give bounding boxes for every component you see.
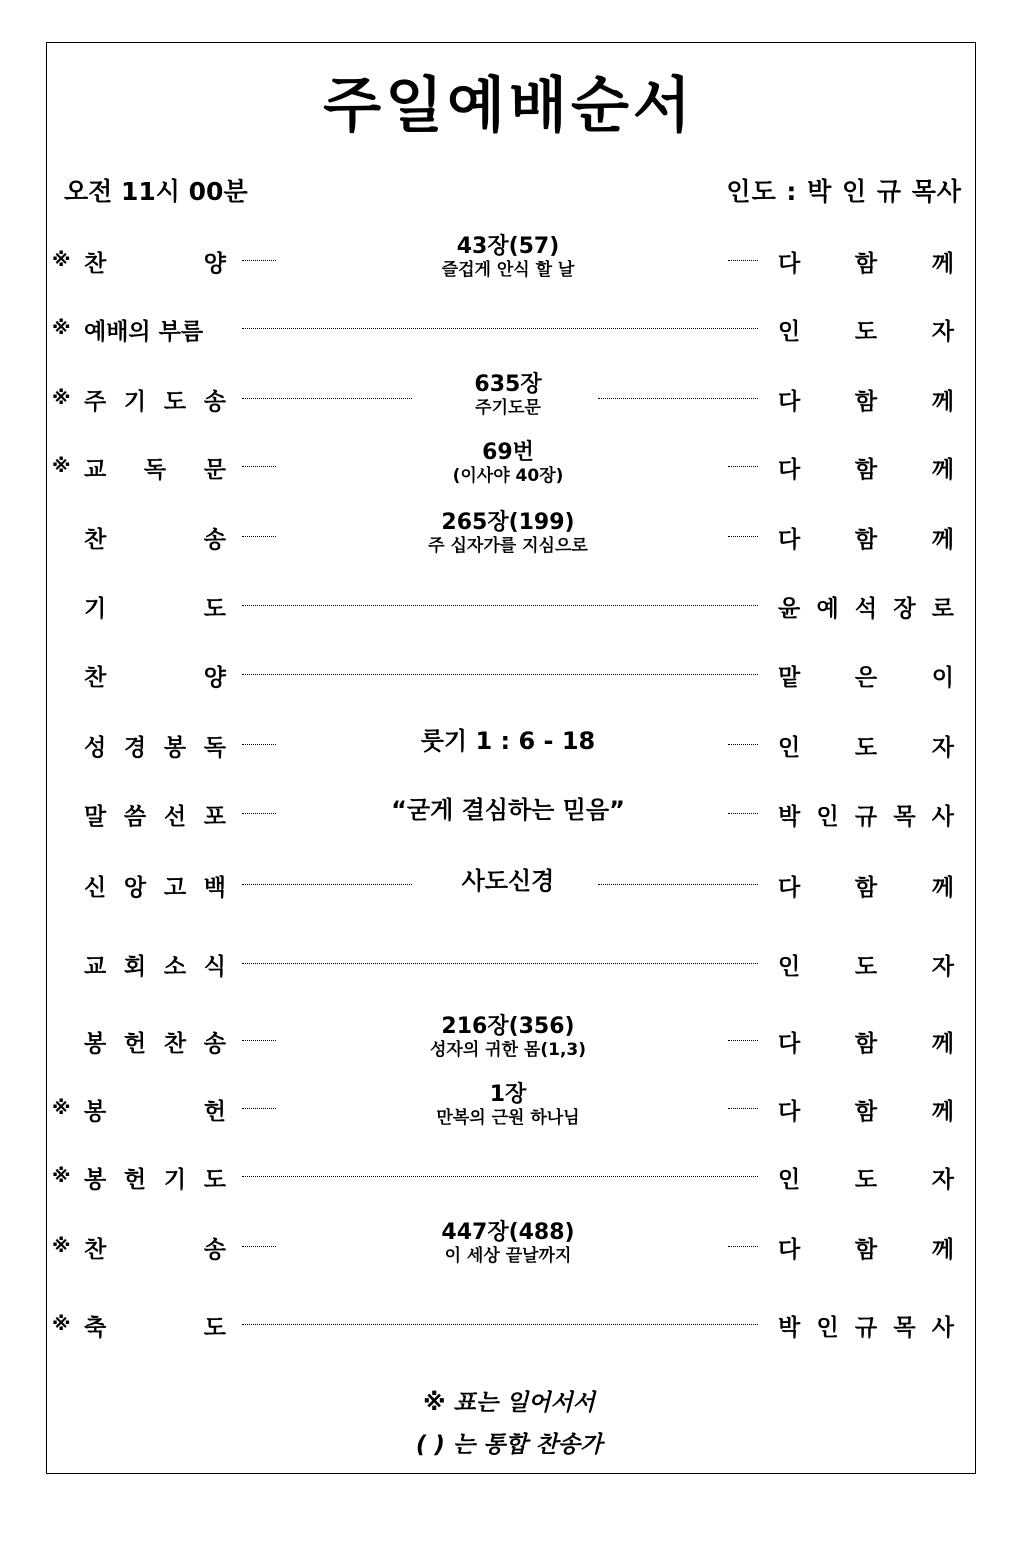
item-person	[778, 1093, 954, 1126]
item-person-char: 함	[854, 1031, 878, 1057]
item-person-char: 박	[778, 804, 801, 830]
service-item	[0, 234, 1018, 280]
item-person	[778, 659, 954, 692]
item-person-char: 께	[931, 389, 954, 415]
item-person-char: 께	[931, 527, 954, 553]
service-item	[0, 654, 1018, 694]
leader-dots	[242, 813, 276, 814]
item-person-char: 함	[854, 1237, 878, 1263]
item-detail-sub: 성자의 귀한 몸(1,3)	[429, 1040, 587, 1060]
item-label	[84, 659, 226, 692]
item-label-char: 고	[163, 875, 187, 901]
item-person-char: 함	[854, 527, 878, 553]
item-person-char: 도	[854, 1167, 878, 1193]
item-detail	[290, 510, 726, 556]
item-person-char: 맡	[778, 665, 801, 691]
item-label-char: 독	[143, 457, 167, 483]
item-label-char: 양	[203, 251, 226, 277]
item-person-char: 석	[854, 596, 878, 622]
item-person-char: 다	[778, 527, 801, 553]
item-detail-main: 265장(199)	[441, 510, 575, 535]
leader-dots	[242, 1040, 276, 1041]
item-label-char: 교	[84, 954, 107, 980]
item-label-char: 헌	[123, 1031, 147, 1057]
item-person	[778, 451, 954, 484]
item-detail	[290, 440, 726, 486]
leader-dots	[242, 536, 276, 537]
leader-dots	[242, 605, 758, 606]
item-person-char: 께	[931, 457, 954, 483]
item-person-char: 박	[778, 1315, 801, 1341]
item-person-char: 함	[854, 875, 878, 901]
item-detail-main: 635장	[474, 372, 542, 397]
item-person-char: 다	[778, 1099, 801, 1125]
service-item	[0, 1220, 1018, 1266]
item-person-char: 께	[931, 875, 954, 901]
item-label-char: 경	[123, 735, 147, 761]
item-label-char: 도	[163, 389, 187, 415]
item-label	[84, 1161, 226, 1194]
item-detail	[290, 234, 726, 280]
item-label-char: 송	[203, 1031, 226, 1057]
item-label-char: 봉	[84, 1167, 107, 1193]
item-detail-main: 43장(57)	[456, 234, 560, 259]
leader-dots	[728, 813, 758, 814]
item-detail	[290, 1014, 726, 1060]
service-time: 오전 11시 00분	[64, 177, 248, 206]
item-label-char: 축	[84, 1315, 107, 1341]
item-person-char: 도	[854, 954, 878, 980]
item-label	[84, 948, 226, 981]
item-detail-main: 69번	[482, 440, 534, 465]
service-item	[0, 724, 1018, 764]
service-item	[0, 308, 1018, 348]
item-person-char: 이	[931, 665, 954, 691]
item-label-char: 신	[84, 875, 107, 901]
leader-dots	[728, 744, 758, 745]
service-leader: 인도 : 박 인 규 목사	[726, 177, 962, 206]
item-person-char: 인	[816, 1315, 839, 1341]
item-person	[778, 798, 954, 831]
item-person-char: 사	[931, 804, 954, 830]
item-person-char: 다	[778, 875, 801, 901]
leader-dots	[242, 328, 758, 329]
item-person-char: 함	[854, 457, 878, 483]
item-person-char: 자	[931, 954, 954, 980]
item-label	[84, 590, 226, 623]
item-label-char: 봉	[163, 735, 187, 761]
item-label-char: 회	[123, 954, 147, 980]
item-person	[778, 1161, 954, 1194]
item-label-char: 도	[203, 1167, 226, 1193]
item-person-char: 규	[854, 804, 878, 830]
service-item	[0, 793, 1018, 833]
leader-dots	[242, 1324, 758, 1325]
service-item	[0, 585, 1018, 625]
service-item	[0, 1156, 1018, 1196]
item-person-char: 께	[931, 1237, 954, 1263]
leader-dots	[728, 1246, 758, 1247]
item-person-char: 로	[931, 596, 954, 622]
leader-dots	[728, 1040, 758, 1041]
item-person-char: 함	[854, 1099, 878, 1125]
item-label	[84, 1309, 226, 1342]
item-person	[778, 313, 954, 346]
leader-dots	[242, 1246, 276, 1247]
item-person-char: 자	[931, 319, 954, 345]
item-label-char: 주	[84, 389, 107, 415]
footer-note-standing: ※ 표는 일어서서	[423, 1390, 595, 1416]
footer-note-hymnal: ( ) 는 통합 찬송가	[415, 1432, 603, 1458]
item-label-char: 성	[84, 735, 107, 761]
item-label-char: 앙	[123, 875, 147, 901]
item-detail-sub: (이사야 40장)	[452, 466, 564, 486]
item-detail	[290, 728, 726, 754]
item-person-char: 규	[854, 1315, 878, 1341]
item-person-char: 인	[778, 1167, 801, 1193]
item-label-char: 소	[163, 954, 187, 980]
item-person-char: 목	[893, 804, 916, 830]
item-person-char: 인	[778, 954, 801, 980]
service-item	[0, 372, 1018, 418]
item-label-char: 기	[163, 1167, 187, 1193]
item-label-char: 기	[123, 389, 147, 415]
service-item	[0, 943, 1018, 983]
standing-mark: ※	[52, 455, 71, 477]
item-label-char: 양	[203, 665, 226, 691]
leader-dots	[728, 260, 758, 261]
service-item	[0, 440, 1018, 486]
item-person-char: 다	[778, 251, 801, 277]
item-label-char: 씀	[123, 804, 147, 830]
item-detail-sub: 주기도문	[475, 398, 541, 418]
item-detail-main: “굳게 결심하는 믿음”	[391, 796, 625, 824]
item-person-char: 자	[931, 1167, 954, 1193]
item-label	[84, 521, 226, 554]
item-person	[778, 590, 954, 623]
item-person-char: 목	[893, 1315, 916, 1341]
item-label-char: 찬	[84, 665, 107, 691]
service-item	[0, 1082, 1018, 1128]
leader-dots	[242, 744, 276, 745]
item-label-char: 찬	[84, 251, 107, 277]
item-person	[778, 729, 954, 762]
leader-dots	[242, 1108, 276, 1109]
item-person-char: 인	[816, 804, 839, 830]
item-label-char: 문	[203, 457, 226, 483]
item-label	[84, 798, 226, 831]
item-person-char: 도	[854, 319, 878, 345]
item-detail	[290, 1220, 726, 1266]
leader-dots	[242, 1176, 758, 1177]
standing-mark: ※	[52, 317, 71, 339]
item-label	[84, 451, 226, 484]
standing-mark: ※	[52, 387, 71, 409]
item-person-char: 장	[893, 596, 916, 622]
item-label-char: 말	[84, 804, 107, 830]
item-label-char: 송	[203, 527, 226, 553]
item-label	[84, 313, 226, 346]
item-person	[778, 869, 954, 902]
item-label-char: 예배의 부름	[84, 319, 204, 345]
item-label-char: 교	[84, 457, 107, 483]
item-person-char: 다	[778, 1237, 801, 1263]
item-label-char: 찬	[163, 1031, 187, 1057]
item-label-char: 식	[203, 954, 226, 980]
item-detail-main: 사도신경	[461, 867, 555, 895]
item-label-char: 도	[203, 596, 226, 622]
leader-dots	[242, 260, 276, 261]
item-label-char: 송	[203, 1237, 226, 1263]
item-detail	[290, 868, 726, 894]
item-label	[84, 1093, 226, 1126]
item-detail-main: 447장(488)	[441, 1220, 575, 1245]
item-label-char: 헌	[123, 1167, 147, 1193]
item-label	[84, 869, 226, 902]
item-label	[84, 1231, 226, 1264]
item-person-char: 함	[854, 389, 878, 415]
standing-mark: ※	[52, 1235, 71, 1257]
item-detail	[290, 372, 726, 418]
item-person-char: 자	[931, 735, 954, 761]
item-detail-sub: 주 십자가를 지심으로	[428, 536, 588, 556]
item-detail-sub: 만복의 근원 하나님	[436, 1108, 580, 1128]
standing-mark: ※	[52, 1097, 71, 1119]
item-detail-sub: 이 세상 끝날까지	[444, 1246, 572, 1266]
item-person-char: 께	[931, 1031, 954, 1057]
item-label	[84, 1025, 226, 1058]
item-detail	[290, 797, 726, 823]
item-label-char: 찬	[84, 1237, 107, 1263]
item-label-char: 백	[203, 875, 226, 901]
item-detail-sub: 즐겁게 안식 할 날	[441, 260, 575, 280]
item-person-char: 예	[816, 596, 839, 622]
item-label	[84, 245, 226, 278]
leader-dots	[728, 466, 758, 467]
leader-dots	[242, 963, 758, 964]
item-label-char: 기	[84, 596, 107, 622]
item-person-char: 함	[854, 251, 878, 277]
item-detail	[290, 1082, 726, 1128]
item-person-char: 다	[778, 457, 801, 483]
item-label-char: 송	[203, 389, 226, 415]
leader-dots	[242, 674, 758, 675]
item-label-char: 도	[203, 1315, 226, 1341]
item-detail-main: 룻기 1 : 6 - 18	[420, 727, 596, 755]
item-label	[84, 383, 226, 416]
leader-dots	[242, 466, 276, 467]
item-person-char: 은	[854, 665, 878, 691]
item-person	[778, 245, 954, 278]
item-label-char: 봉	[84, 1099, 107, 1125]
page-title: 주일예배순서	[323, 71, 695, 141]
item-label	[84, 729, 226, 762]
item-label-char: 찬	[84, 527, 107, 553]
item-person-char: 사	[931, 1315, 954, 1341]
item-person-char: 윤	[778, 596, 801, 622]
service-item	[0, 864, 1018, 904]
leader-dots	[728, 536, 758, 537]
item-person-char: 께	[931, 1099, 954, 1125]
item-person	[778, 383, 954, 416]
item-person-char: 인	[778, 319, 801, 345]
item-person	[778, 948, 954, 981]
item-person	[778, 521, 954, 554]
item-label-char: 봉	[84, 1031, 107, 1057]
item-person	[778, 1025, 954, 1058]
item-label-char: 선	[163, 804, 187, 830]
service-item	[0, 1014, 1018, 1060]
standing-mark: ※	[52, 1165, 71, 1187]
service-item	[0, 1304, 1018, 1344]
item-person-char: 도	[854, 735, 878, 761]
item-person-char: 인	[778, 735, 801, 761]
item-label-char: 독	[203, 735, 226, 761]
leader-dots	[728, 1108, 758, 1109]
standing-mark: ※	[52, 1313, 71, 1335]
service-item	[0, 510, 1018, 556]
item-person-char: 다	[778, 389, 801, 415]
item-label-char: 헌	[203, 1099, 226, 1125]
item-detail-main: 1장	[489, 1082, 527, 1107]
item-label-char: 포	[203, 804, 226, 830]
item-detail-main: 216장(356)	[441, 1014, 575, 1039]
item-person-char: 께	[931, 251, 954, 277]
item-person	[778, 1231, 954, 1264]
item-person-char: 다	[778, 1031, 801, 1057]
item-person	[778, 1309, 954, 1342]
standing-mark: ※	[52, 249, 71, 271]
